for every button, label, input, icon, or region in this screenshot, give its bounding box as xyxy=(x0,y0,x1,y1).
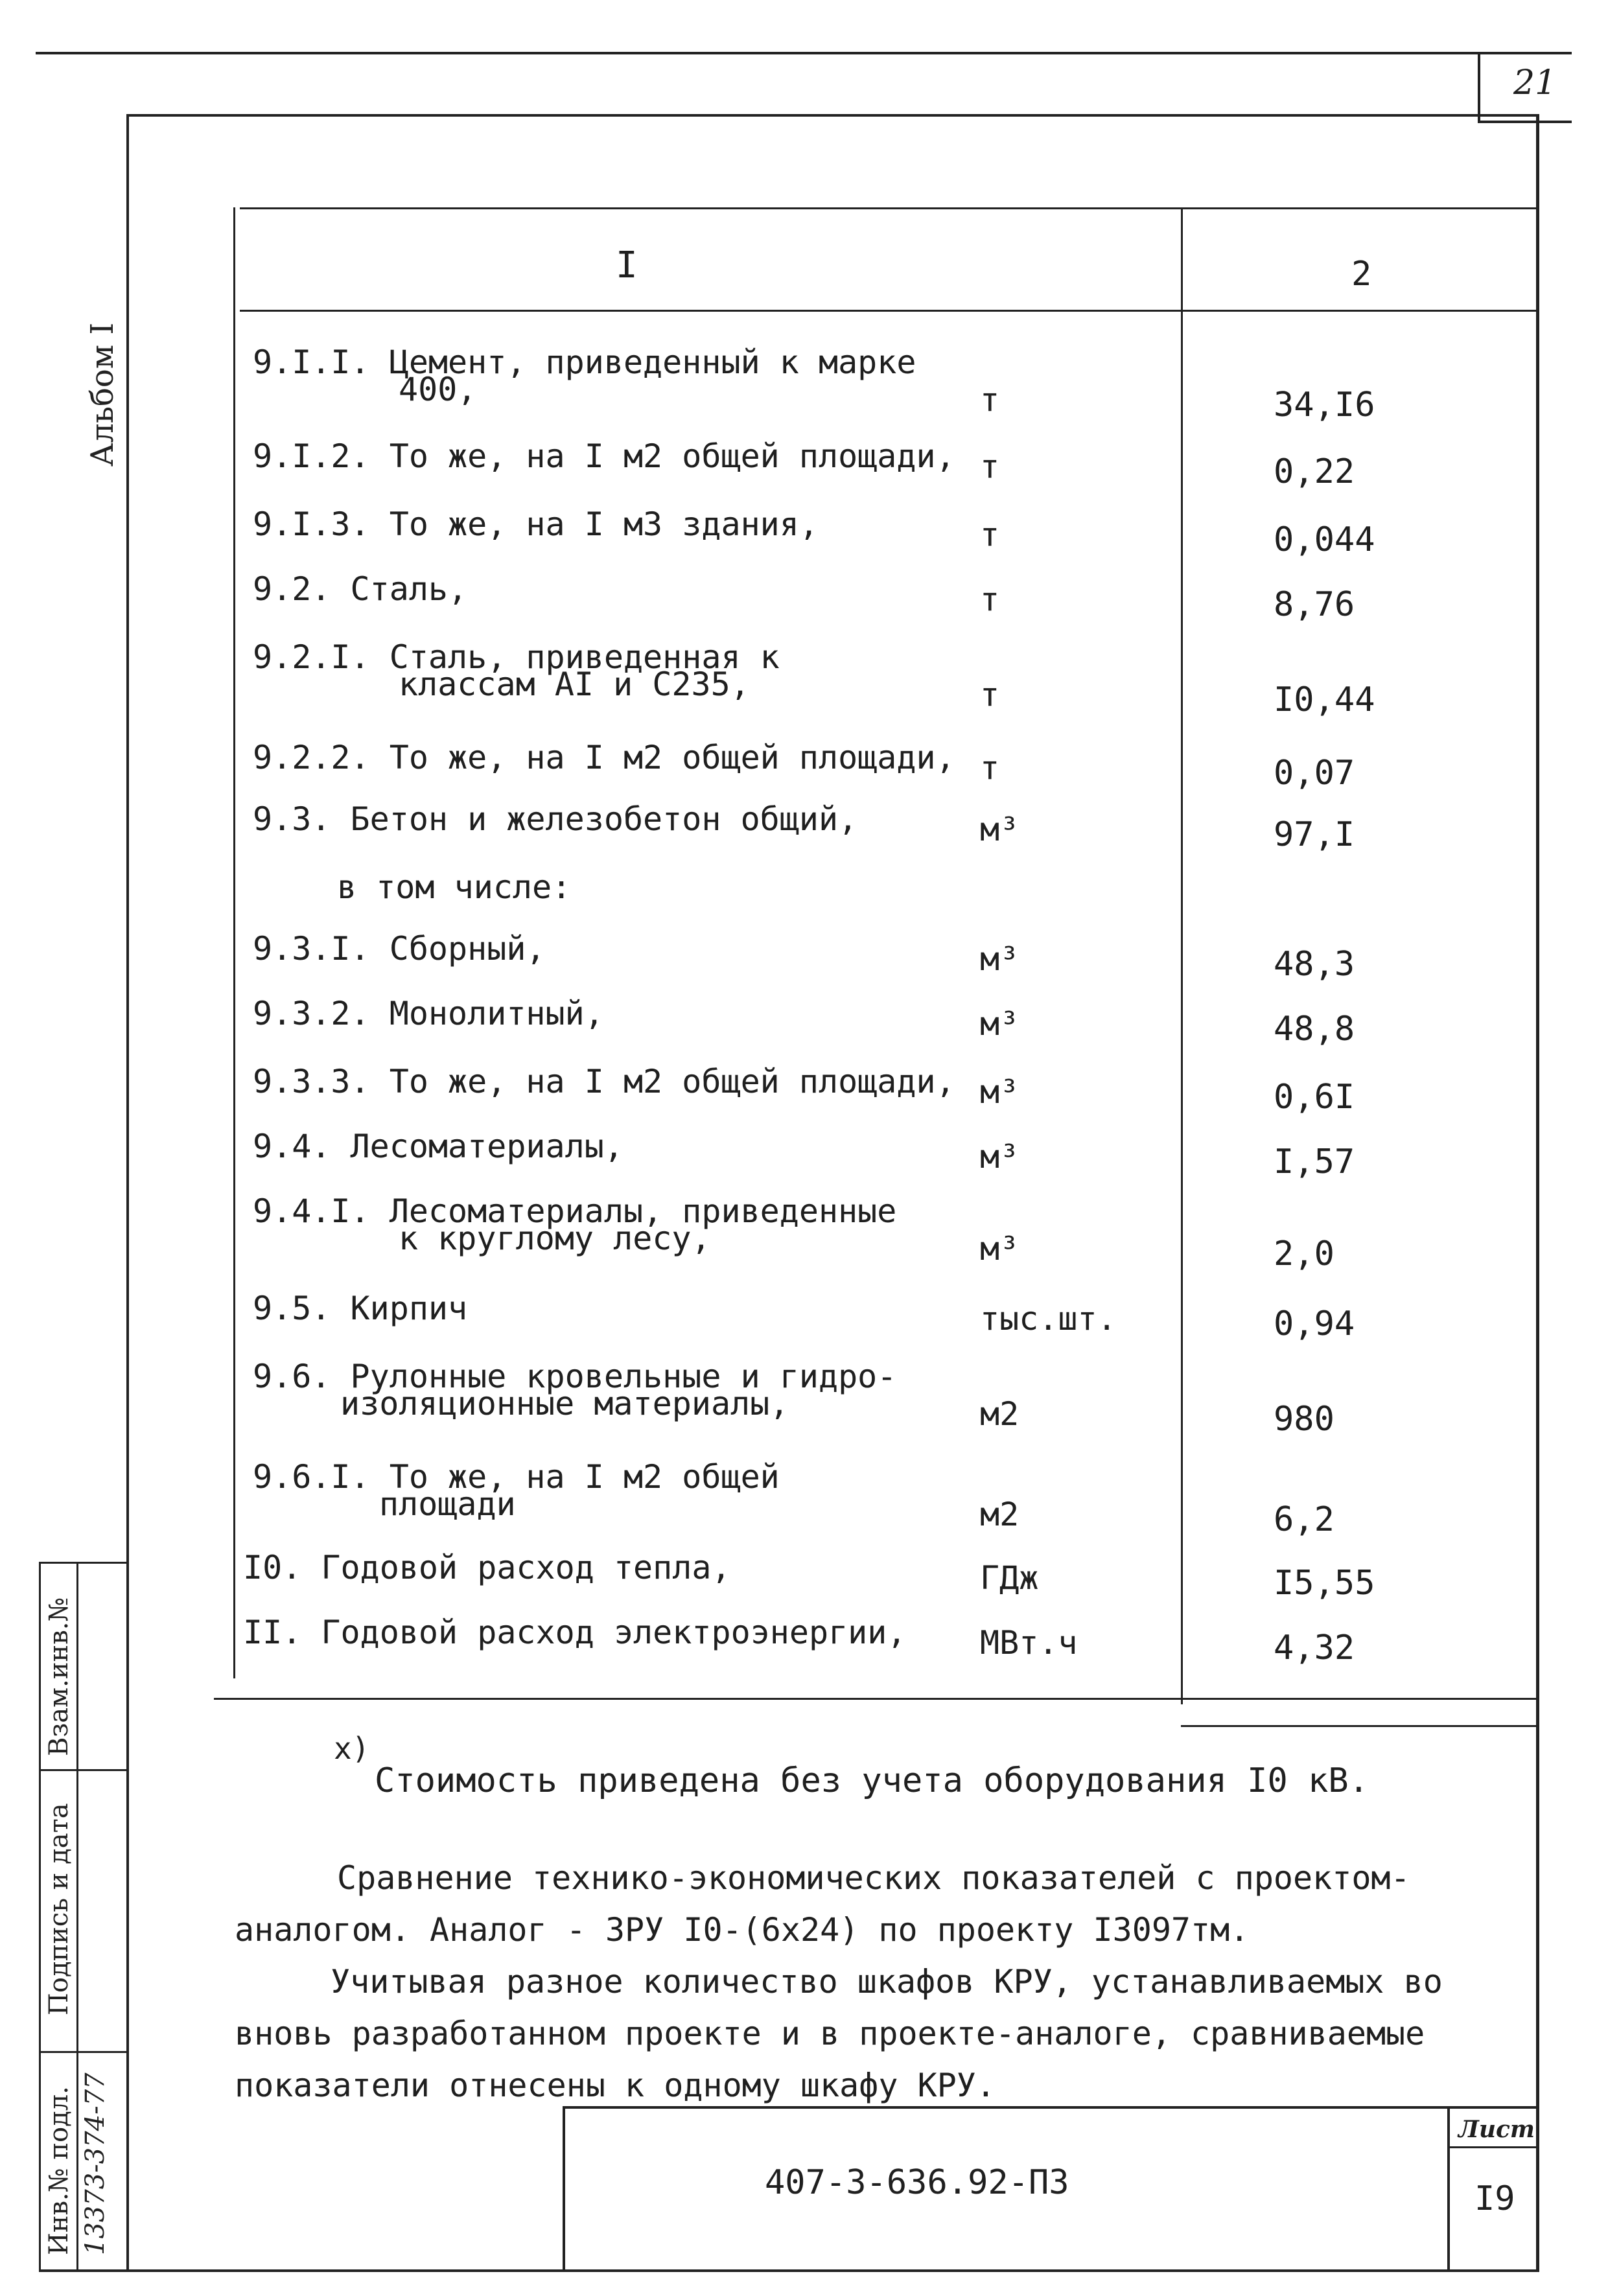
table-row-value: 0,044 xyxy=(1274,520,1375,559)
table-column-divider xyxy=(1181,207,1183,1704)
table-row-unit: м³ xyxy=(980,811,1020,848)
table-row-label: 400, xyxy=(399,371,477,408)
margin-strip-sep1 xyxy=(39,1769,128,1771)
frame-bottom xyxy=(39,2269,1539,2272)
table-row-value: I,57 xyxy=(1274,1142,1355,1181)
table-row-value: 6,2 xyxy=(1274,1500,1334,1539)
table-row-unit: м³ xyxy=(980,1005,1020,1043)
table-row-unit: т xyxy=(980,516,1000,553)
table-row-unit: т xyxy=(980,448,1000,485)
margin-strip-divider xyxy=(76,1562,78,2271)
table-row-value: 0,94 xyxy=(1274,1305,1355,1343)
table-row-unit: м2 xyxy=(980,1395,1020,1433)
table-row-unit: м³ xyxy=(980,1073,1020,1111)
table-row-label: I0. Годовой расход тепла, xyxy=(243,1549,731,1586)
table-top-rule xyxy=(240,207,1536,209)
table-row-unit: ГДж xyxy=(980,1559,1039,1597)
table-row-label: 9.3.2. Монолитный, xyxy=(253,995,604,1032)
table-row-label: 9.I.I. Цемент, приведенный к марке xyxy=(253,343,916,381)
footnote-mark: x) xyxy=(334,1731,370,1766)
table-row-value: 0,07 xyxy=(1274,754,1355,793)
page-number-box-bottom xyxy=(1478,121,1572,123)
table-row-label: площади xyxy=(379,1485,516,1523)
table-row-label: 9.4.I. Лесоматериалы, приведенные xyxy=(253,1192,897,1230)
table-row-label: классам AI и C235, xyxy=(399,666,750,703)
table-row-unit: тыс.шт. xyxy=(980,1300,1117,1338)
table-row-value: I5,55 xyxy=(1274,1564,1375,1603)
table-row-unit: т xyxy=(980,749,1000,787)
table-row-label: 9.3.I. Сборный, xyxy=(253,930,546,968)
table-header-rule xyxy=(240,310,1536,312)
sheet-number: I9 xyxy=(1474,2179,1515,2218)
table-row-value: 980 xyxy=(1274,1400,1334,1439)
table-row-unit: м2 xyxy=(980,1496,1020,1533)
table-row-value: 48,8 xyxy=(1274,1010,1355,1049)
paragraph-line-2: аналогом. Аналог - ЗРУ I0-(6x24) по проекту I3097тм. xyxy=(235,1911,1250,1949)
table-row-value: 8,76 xyxy=(1274,585,1355,624)
title-block-left xyxy=(563,2106,565,2271)
table-row-label: 9.I.2. То же, на I м2 общей площади, xyxy=(253,437,955,475)
table-row-value: 0,6I xyxy=(1274,1078,1355,1117)
table-row-label: к круглому лесу, xyxy=(399,1220,711,1257)
table-row-unit: м³ xyxy=(980,1138,1020,1176)
sign-date-label: Подпись и дата xyxy=(44,1803,74,2015)
table-row-label: 9.3. Бетон и железобетон общий, xyxy=(253,800,858,838)
page-number-box-left xyxy=(1478,52,1480,123)
table-row-label: 9.2.2. То же, на I м2 общей площади, xyxy=(253,739,955,776)
table-bottom-rule-right xyxy=(1181,1725,1536,1727)
doc-code: 407-3-636.92-ПЗ xyxy=(765,2163,1069,2202)
table-row-label: 9.5. Кирпич xyxy=(253,1290,468,1327)
frame-top xyxy=(126,114,1539,117)
frame-left xyxy=(126,114,129,2272)
table-row-value: 0,22 xyxy=(1274,452,1355,491)
table-row-unit: МВт.ч xyxy=(980,1624,1078,1662)
table-row-unit: т xyxy=(980,381,1000,419)
table-row-value: 2,0 xyxy=(1274,1235,1334,1273)
table-row-unit: т xyxy=(980,581,1000,618)
title-block-sheet-divider xyxy=(1447,2106,1450,2271)
margin-strip-left xyxy=(39,1562,41,2271)
album-label: Альбом I xyxy=(84,322,121,467)
paragraph-line-1: Сравнение технико-экономических показателей с проектом- xyxy=(337,1859,1410,1897)
table-row-label: 9.6. Рулонные кровельные и гидро- xyxy=(253,1358,897,1395)
table-row-label: изоляционные материалы, xyxy=(340,1385,789,1422)
table-row-value: 34,I6 xyxy=(1274,386,1375,424)
header-col-2: 2 xyxy=(1351,255,1372,294)
frame-right xyxy=(1536,114,1539,2272)
paragraph-line-5: показатели отнесены к одному шкафу КРУ. xyxy=(235,2067,996,2104)
table-row-label: 9.2.I. Сталь, приведенная к xyxy=(253,638,780,676)
table-row-label: 9.2. Сталь, xyxy=(253,570,468,608)
table-row-value: 4,32 xyxy=(1274,1629,1355,1667)
table-left-rule xyxy=(233,207,235,1678)
exchange-label: Взам.инв.№ xyxy=(44,1597,74,1756)
footnote-text: Стоимость приведена без учета оборудования I0 кВ. xyxy=(375,1761,1369,1800)
table-row-unit: м³ xyxy=(980,1230,1020,1268)
top-rule xyxy=(36,52,1572,54)
margin-strip-top xyxy=(39,1562,128,1564)
margin-strip-sep2 xyxy=(39,2051,128,2053)
table-row-value: 97,I xyxy=(1274,815,1355,854)
table-row-label: 9.4. Лесоматериалы, xyxy=(253,1128,623,1165)
page-number: 21 xyxy=(1513,64,1557,102)
inv-number: 13373-374-77 xyxy=(80,2072,110,2255)
header-col-1: I xyxy=(616,244,638,286)
table-row-label: в том числе: xyxy=(337,868,572,906)
table-row-label: 9.3.3. То же, на I м2 общей площади, xyxy=(253,1063,955,1100)
table-row-unit: т xyxy=(980,676,1000,713)
inv-orig-label: Инв.№ подл. xyxy=(44,2086,74,2255)
table-row-label: 9.I.3. То же, на I м3 здания, xyxy=(253,505,819,543)
table-row-value: I0,44 xyxy=(1274,680,1375,719)
paragraph-line-4: вновь разработанном проекте и в проекте-аналоге, сравниваемые xyxy=(235,2015,1425,2052)
table-bottom-rule xyxy=(214,1698,1536,1700)
table-row-value: 48,3 xyxy=(1274,945,1355,984)
paragraph-line-3: Учитывая разное количество шкафов КРУ, устанавливаемых во xyxy=(331,1963,1443,2000)
table-row-unit: м³ xyxy=(980,940,1020,978)
table-row-label: 9.6.I. То же, на I м2 общей xyxy=(253,1458,780,1496)
sheet-label: Лист xyxy=(1458,2116,1535,2143)
table-row-label: II. Годовой расход электроэнергии, xyxy=(243,1614,907,1651)
title-block-top xyxy=(563,2106,1538,2109)
